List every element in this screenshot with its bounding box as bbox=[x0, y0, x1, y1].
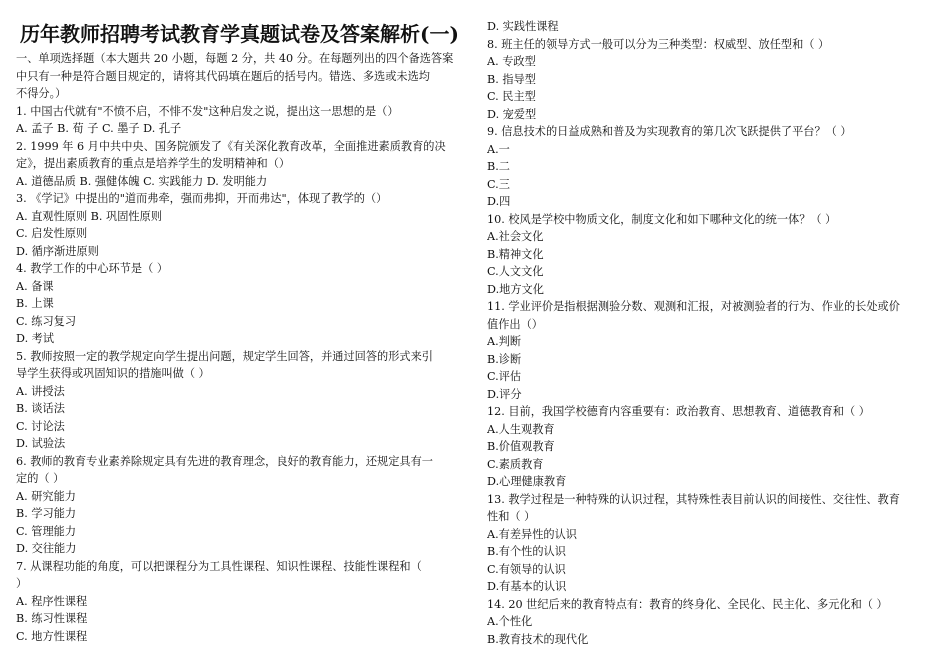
left-column bbox=[16, 0, 463, 645]
text-line: D.评分 bbox=[487, 387, 522, 401]
text-line: 2. 1999 年 6 月中共中央、国务院颁发了《有关深化教育改革，全面推进素质教育的决 bbox=[16, 139, 446, 153]
text-line: 定的（ ） bbox=[16, 472, 65, 485]
text-line: A. 讲授法 bbox=[16, 384, 65, 398]
text-line: A.社会文化 bbox=[487, 230, 544, 243]
text-line: B. 指导型 bbox=[487, 72, 536, 86]
text-line: ） bbox=[16, 577, 28, 590]
text-line: C.素质教育 bbox=[487, 457, 544, 471]
text-line: A. 研究能力 bbox=[16, 489, 76, 503]
text-line: A.判断 bbox=[487, 335, 522, 348]
text-line: C. 地方性课程 bbox=[16, 629, 88, 643]
text-line: D. 试验法 bbox=[16, 437, 66, 450]
text-line: C. 讨论法 bbox=[16, 419, 65, 433]
text-line: 值作出（） bbox=[487, 317, 543, 331]
text-line: B.教育技术的现代化 bbox=[487, 632, 589, 646]
text-line: D. 交往能力 bbox=[16, 542, 77, 555]
text-line: 13. 教学过程是一种特殊的认识过程，其特殊性表目前认识的间接性、交往性、教育 bbox=[487, 492, 900, 506]
text-line: A. 备课 bbox=[16, 279, 54, 293]
text-line: C.评估 bbox=[487, 370, 522, 383]
text-line: B.有个性的认识 bbox=[487, 545, 566, 558]
text-line: 1. 中国古代就有"不愤不启，不悱不发"这种启发之说，提出这一思想的是（） bbox=[16, 104, 399, 118]
text-line: B.价值观教育 bbox=[487, 440, 555, 453]
text-line: 定》，提出素质教育的重点是培养学生的发明精神和（） bbox=[16, 157, 291, 170]
text-line: 8. 班主任的领导方式一般可以分为三种类型：权威型、放任型和（ ） bbox=[487, 37, 830, 51]
text-line: B. 练习性课程 bbox=[16, 612, 88, 625]
text-line: C.三 bbox=[487, 177, 510, 191]
text-line: 7. 从课程功能的角度，可以把课程分为工具性课程、知识性课程、技能性课程和（ bbox=[16, 559, 422, 573]
text-line: D. 考试 bbox=[16, 332, 55, 345]
page-title: 历年教师招聘考试教育学真题试卷及答案解析(一) bbox=[20, 22, 459, 46]
text-line: C. 管理能力 bbox=[16, 524, 77, 538]
text-line: D.地方文化 bbox=[487, 282, 544, 296]
text-line: A.人生观教育 bbox=[487, 422, 555, 436]
text-line: 4. 教学工作的中心环节是（ ） bbox=[16, 262, 169, 275]
text-line: 9. 信息技术的日益成熟和普及为实现教育的第几次飞跃提供了平台？（ ） bbox=[487, 125, 852, 138]
text-line: A.一 bbox=[487, 142, 510, 156]
text-line: B. 上课 bbox=[16, 297, 54, 310]
right-text-block bbox=[487, 18, 935, 648]
text-line: 5. 教师按照一定的教学规定向学生提出问题，规定学生回答，并通过回答的形式来引 bbox=[16, 349, 433, 363]
text-line: A.个性化 bbox=[487, 615, 533, 628]
text-line: D. 宠爱型 bbox=[487, 107, 537, 121]
text-line: 一、单项选择题（本大题共 20 小题，每题 2 分，共 40 分。在每题列出的四个备选答案 bbox=[16, 52, 454, 65]
text-line: 导学生获得或巩固知识的措施叫做（ ） bbox=[16, 367, 210, 380]
text-line: D.有基本的认识 bbox=[487, 580, 567, 593]
text-line: A. 程序性课程 bbox=[16, 594, 88, 608]
text-line: A. 道德品质 B. 强健体魄 C. 实践能力 D. 发明能力 bbox=[16, 174, 268, 188]
text-line: C. 练习复习 bbox=[16, 314, 77, 328]
text-line: 14. 20 世纪后来的教育特点有：教育的终身化、全民化、民主化、多元化和（ ） bbox=[487, 597, 888, 611]
text-line: B. 谈话法 bbox=[16, 402, 65, 415]
text-line: 不得分。） bbox=[16, 87, 67, 100]
text-line: 6. 教师的教育专业素养除规定具有先进的教育理念，良好的教育能力，还规定具有一 bbox=[16, 454, 433, 468]
text-line: A. 专政型 bbox=[487, 55, 536, 68]
text-line: 12. 目前，我国学校德育内容重要有：政治教育、思想教育、道德教育和（ ） bbox=[487, 405, 870, 418]
text-line: 10. 校风是学校中物质文化，制度文化和如下哪种文化的统一体？（ ） bbox=[487, 212, 837, 226]
text-line: A. 直观性原则 B. 巩固性原则 bbox=[16, 209, 162, 223]
text-line: C.人文文化 bbox=[487, 265, 544, 278]
text-line: D. 实践性课程 bbox=[487, 20, 559, 33]
text-line: 性和（ ） bbox=[487, 510, 536, 523]
text-line: B. 学习能力 bbox=[16, 507, 77, 520]
text-line: B.二 bbox=[487, 160, 510, 173]
text-line: C. 启发性原则 bbox=[16, 227, 88, 240]
text-line: D. 循序渐进原则 bbox=[16, 244, 99, 258]
right-column bbox=[487, 0, 935, 648]
text-line: A.有差异性的认识 bbox=[487, 527, 577, 541]
left-text-block bbox=[16, 50, 463, 645]
text-line: B.诊断 bbox=[487, 352, 522, 366]
text-line: B.精神文化 bbox=[487, 247, 544, 261]
text-line: A. 孟子 B. 荀 子 C. 墨子 D. 孔子 bbox=[16, 122, 182, 135]
text-line: 中只有一种是符合题目规定的，请将其代码填在题后的括号内。错选、多选或未选均 bbox=[16, 69, 430, 83]
text-line: C. 民主型 bbox=[487, 90, 536, 103]
text-line: 11. 学业评价是指根据测验分数、观测和汇报，对被测验者的行为、作业的长处或价 bbox=[487, 300, 900, 313]
text-line: D.心理健康教育 bbox=[487, 475, 567, 488]
text-line: D.四 bbox=[487, 195, 511, 208]
text-line: C.有领导的认识 bbox=[487, 562, 566, 576]
text-line: 3. 《学记》中提出的"道而弗牵，强而弗抑，开而弗达"，体现了教学的（） bbox=[16, 192, 388, 205]
